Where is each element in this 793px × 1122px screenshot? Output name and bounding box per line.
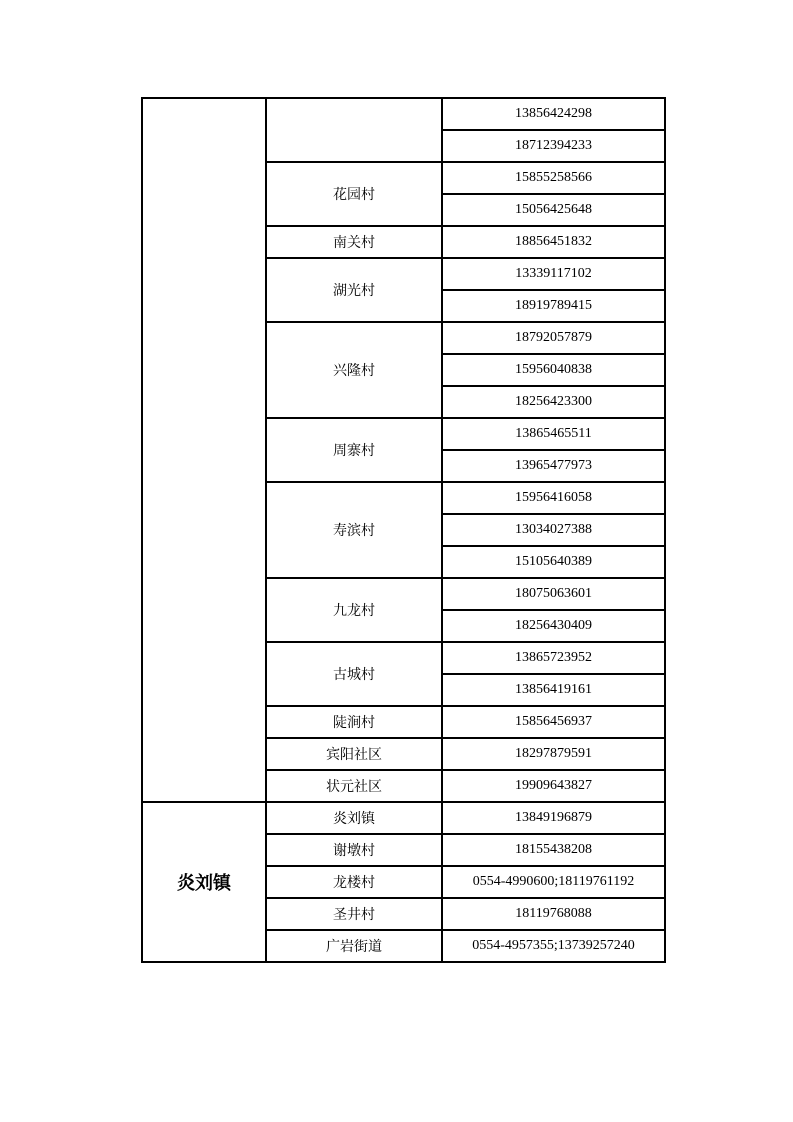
village-name-cell: 周寨村 xyxy=(266,418,442,482)
village-name-cell: 龙楼村 xyxy=(266,866,442,898)
village-name-cell: 花园村 xyxy=(266,162,442,226)
phone-number-cell: 18712394233 xyxy=(442,130,665,162)
village-name-cell: 陡涧村 xyxy=(266,706,442,738)
phone-number-cell: 13865465511 xyxy=(442,418,665,450)
phone-number-cell: 13865723952 xyxy=(442,642,665,674)
town-name-cell xyxy=(142,98,266,802)
phone-number-cell: 15056425648 xyxy=(442,194,665,226)
directory-table-body xyxy=(142,98,665,962)
village-name-cell: 广岩街道 xyxy=(266,930,442,962)
phone-number-cell: 18256430409 xyxy=(442,610,665,642)
phone-number-cell: 13849196879 xyxy=(442,802,665,834)
village-name-cell: 状元社区 xyxy=(266,770,442,802)
village-name-cell: 炎刘镇 xyxy=(266,802,442,834)
phone-number-cell: 13965477973 xyxy=(442,450,665,482)
phone-number-cell: 15956416058 xyxy=(442,482,665,514)
phone-number-cell: 0554-4990600;18119761192 xyxy=(442,866,665,898)
phone-number-cell: 0554-4957355;13739257240 xyxy=(442,930,665,962)
village-name-cell: 兴隆村 xyxy=(266,322,442,418)
phone-number-cell: 15105640389 xyxy=(442,546,665,578)
village-name-cell: 圣井村 xyxy=(266,898,442,930)
village-name-cell: 九龙村 xyxy=(266,578,442,642)
phone-number-cell: 19909643827 xyxy=(442,770,665,802)
village-name-cell xyxy=(266,98,442,162)
town-name-cell: 炎刘镇 xyxy=(142,802,266,962)
phone-number-cell: 18119768088 xyxy=(442,898,665,930)
phone-number-cell: 15956040838 xyxy=(442,354,665,386)
village-name-cell: 寿滨村 xyxy=(266,482,442,578)
phone-number-cell: 18919789415 xyxy=(442,290,665,322)
village-name-cell: 宾阳社区 xyxy=(266,738,442,770)
village-name-cell: 谢墩村 xyxy=(266,834,442,866)
phone-number-cell: 13856419161 xyxy=(442,674,665,706)
phone-number-cell: 18256423300 xyxy=(442,386,665,418)
phone-number-cell: 13339117102 xyxy=(442,258,665,290)
contact-directory-table xyxy=(141,97,666,963)
village-name-cell: 湖光村 xyxy=(266,258,442,322)
phone-number-cell: 18297879591 xyxy=(442,738,665,770)
phone-number-cell: 18075063601 xyxy=(442,578,665,610)
phone-number-cell: 18856451832 xyxy=(442,226,665,258)
table-row xyxy=(142,98,665,130)
village-name-cell: 古城村 xyxy=(266,642,442,706)
village-name-cell: 南关村 xyxy=(266,226,442,258)
table-row xyxy=(142,802,665,834)
phone-number-cell: 13856424298 xyxy=(442,98,665,130)
phone-number-cell: 15855258566 xyxy=(442,162,665,194)
phone-number-cell: 13034027388 xyxy=(442,514,665,546)
phone-number-cell: 18792057879 xyxy=(442,322,665,354)
phone-number-cell: 15856456937 xyxy=(442,706,665,738)
phone-number-cell: 18155438208 xyxy=(442,834,665,866)
